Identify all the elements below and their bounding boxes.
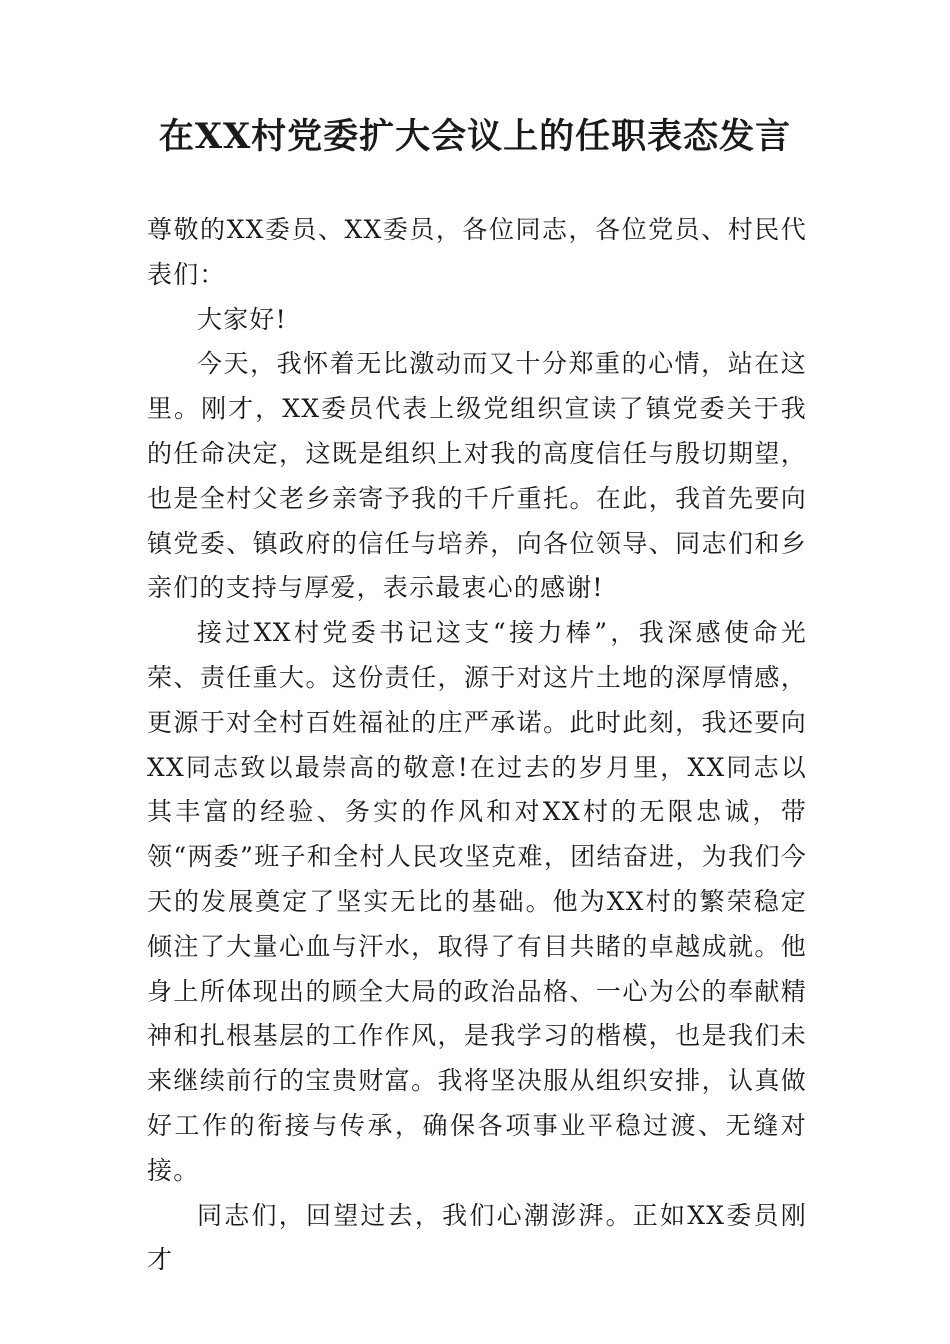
salutation: 尊敬的XX委员、XX委员，各位同志，各位党员、村民代表们： — [147, 215, 807, 289]
paragraph-appointment: 今天，我怀着无比激动而又十分郑重的心情，站在这里。刚才，XX委员代表上级党组织宣读了镇党委关于我的任命决定，这既是组织上对我的高度信任与殷切期望，也是全村父老乡亲寄予我的千斤重托。在此，我首先要向镇党委、镇政府的信任与培养，向各位领导、同志们和乡亲们的支持与厚爱，表示最衷心的感谢! — [147, 349, 807, 603]
document-body — [147, 208, 807, 1283]
paragraph-retrospect: 同志们，回望过去，我们心潮澎湃。正如XX委员刚才 — [147, 1200, 807, 1275]
document-title: 在XX村党委扩大会议上的任职表态发言 — [158, 116, 792, 157]
paragraph-predecessor: 接过XX村党委书记这支“接力棒”，我深感使命光荣、责任重大。这份责任，源于对这片土地的深厚情感，更源于对全村百姓福祉的庄严承诺。此时此刻，我还要向XX同志致以最崇高的敬意!在过去的岁月里，XX同志以其丰富的经验、务实的作风和对XX村的无限忠诚，带领“两委”班子和全村人民攻坚克难，团结奋进，为我们今天的发展奠定了坚实无比的基础。他为XX村的繁荣稳定倾注了大量心血与汗水，取得了有目共睹的卓越成就。他身上所体现出的顾全大局的政治品格、一心为公的奉献精神和扎根基层的工作作风，是我学习的楷模，也是我们未来继续前行的宝贵财富。我将坚决服从组织安排，认真做好工作的衔接与传承，确保各项事业平稳过渡、无缝对接。 — [147, 618, 807, 1185]
paragraph-greeting: 大家好! — [197, 304, 287, 334]
